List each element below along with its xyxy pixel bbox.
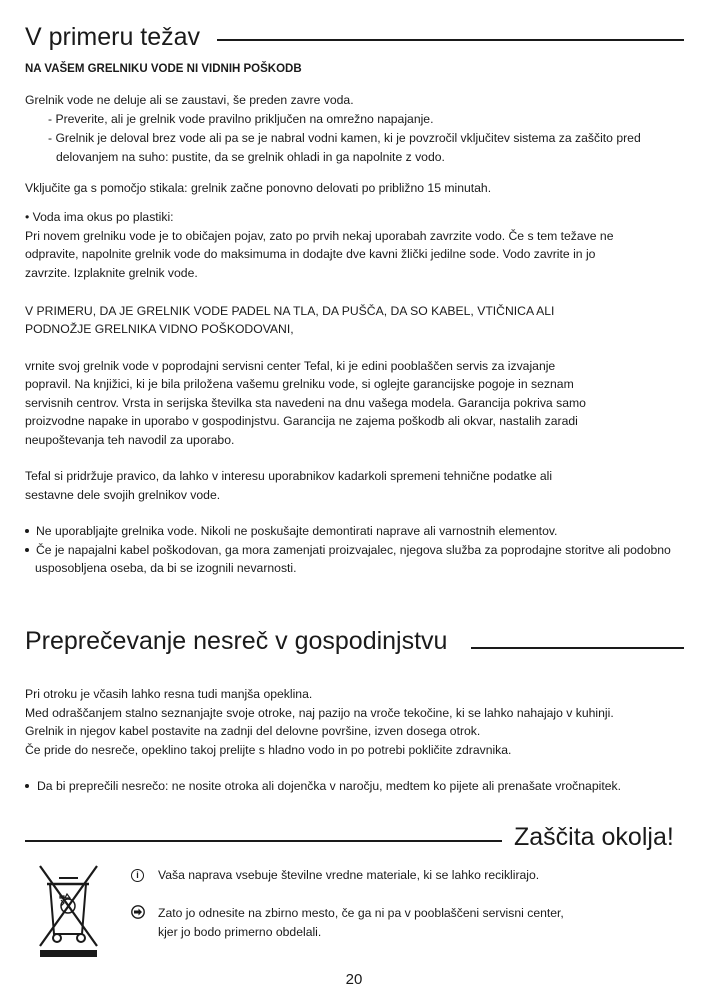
bullet-item: Ne uporabljajte grelnika vode. Nikoli ne poskušajte demontirati naprave ali varnostnih elementov. <box>25 522 557 542</box>
bullet-item: Če je napajalni kabel poškodovan, ga mora zamenjati proizvajalec, njegova služba za poprodajne storitve ali podobno <box>25 541 671 561</box>
paragraph-line: Grelnik in njegov kabel postavite na zadnji del delovne površine, izven dosega otrok. <box>25 724 481 738</box>
paragraph-line: odpravite, napolnite grelnik vode do maksimuma in dodajte dve kavni žlički jedilne sode. Vodo zavrite in jo <box>25 247 596 261</box>
paragraph-line: popravil. Na knjižici, ki je bila priložena vašemu grelniku vode, si oglejte garancijske pogoje in seznam <box>25 377 574 391</box>
paragraph-line: zavrzite. Izplaknite grelnik vode. <box>25 266 198 280</box>
paragraph: Vključite ga s pomočjo stikala: grelnik začne ponovno delovati po približno 15 minutah. <box>25 181 492 195</box>
bullet-dot-icon <box>25 529 29 533</box>
bullet-dot-icon <box>25 784 29 788</box>
caps-paragraph-line: V PRIMERU, DA JE GRELNIK VODE PADEL NA TLA, DA PUŠČA, DA SO KABEL, VTIČNICA ALI <box>25 304 555 318</box>
collection-point-text: kjer jo bodo primerno obdelali. <box>158 925 322 939</box>
title-rule <box>25 840 502 842</box>
list-item: - Preverite, ali je grelnik vode pravilno priključen na omrežno napajanje. <box>48 112 434 126</box>
list-item-continuation: delovanjem na suho: pustite, da se grelnik ohladi in ga napolnite z vodo. <box>56 150 445 164</box>
subheading-no-damage: NA VAŠEM GRELNIKU VODE NI VIDNIH POŠKODB <box>25 63 302 75</box>
section-title-accident-prevention: Preprečevanje nesreč v gospodinjstvu <box>25 627 448 655</box>
paragraph-line: Tefal si pridržuje pravico, da lahko v interesu uporabnikov kadarkoli spremeni tehnične podatke ali <box>25 469 553 483</box>
bullet-item-continuation: usposobljena oseba, da bi se izognili nevarnosti. <box>35 561 297 575</box>
bullet-item: Da bi preprečili nesrečo: ne nosite otroka ali dojenčka v naročju, medtem ko pijete ali prenašate vročnapitek. <box>25 777 621 797</box>
collection-point-text: Zato jo odnesite na zbirno mesto, če ga ni pa v pooblaščeni servisni center, <box>158 906 564 920</box>
crossed-bin-icon <box>37 862 101 958</box>
bullet-dot-icon <box>25 548 29 552</box>
recycle-info-text: Vaša naprava vsebuje številne vredne materiale, ki se lahko reciklirajo. <box>158 868 540 882</box>
info-icon: i <box>131 869 144 882</box>
paragraph-line: proizvodne napake in uporabo v gospodinjstvu. Garancija ne zajema poškodb ali okvar, nastalih zaradi <box>25 414 578 428</box>
title-rule <box>471 647 684 649</box>
paragraph-line: • Voda ima okus po plastiki: <box>25 210 174 224</box>
caps-paragraph-line: PODNOŽJE GRELNIKA VIDNO POŠKODOVANI, <box>25 322 294 336</box>
paragraph-line: vrnite svoj grelnik vode v poprodajni servisni center Tefal, ki je edini pooblaščen servis za izvajanje <box>25 359 556 373</box>
paragraph-line: Pri otroku je včasih lahko resna tudi manjša opeklina. <box>25 687 313 701</box>
title-rule <box>217 39 684 41</box>
paragraph-line: Če pride do nesreče, opeklino takoj prelijte s hladno vodo in po potrebi pokličite zdravnika. <box>25 743 512 757</box>
page-number: 20 <box>345 971 363 988</box>
paragraph: Grelnik vode ne deluje ali se zaustavi, še preden zavre voda. <box>25 93 354 107</box>
paragraph-line: neupoštevanja teh navodil za uporabo. <box>25 433 235 447</box>
list-item: - Grelnik je deloval brez vode ali pa se je nabral vodni kamen, ki je povzročil vključitev sistema za zaščito pred <box>48 131 641 145</box>
paragraph-line: Med odraščanjem stalno seznanjajte svoje otroke, naj pazijo na vroče tekočine, ki se lahko nahajajo v kuhinji. <box>25 706 614 720</box>
arrow-right-icon <box>131 905 145 919</box>
section-title-environment: Zaščita okolja! <box>514 823 674 851</box>
paragraph-line: Pri novem grelniku vode je to običajen pojav, zato po prvih nekaj uporabah zavrzite vodo. Če s tem težave ne <box>25 229 614 243</box>
section-title-troubleshooting: V primeru težav <box>25 23 201 51</box>
paragraph-line: sestavne dele svojih grelnikov vode. <box>25 488 221 502</box>
paragraph-line: servisnih centrov. Vrsta in serijska številka sta navedeni na dnu vašega modela. Garancija pokriva samo <box>25 396 586 410</box>
